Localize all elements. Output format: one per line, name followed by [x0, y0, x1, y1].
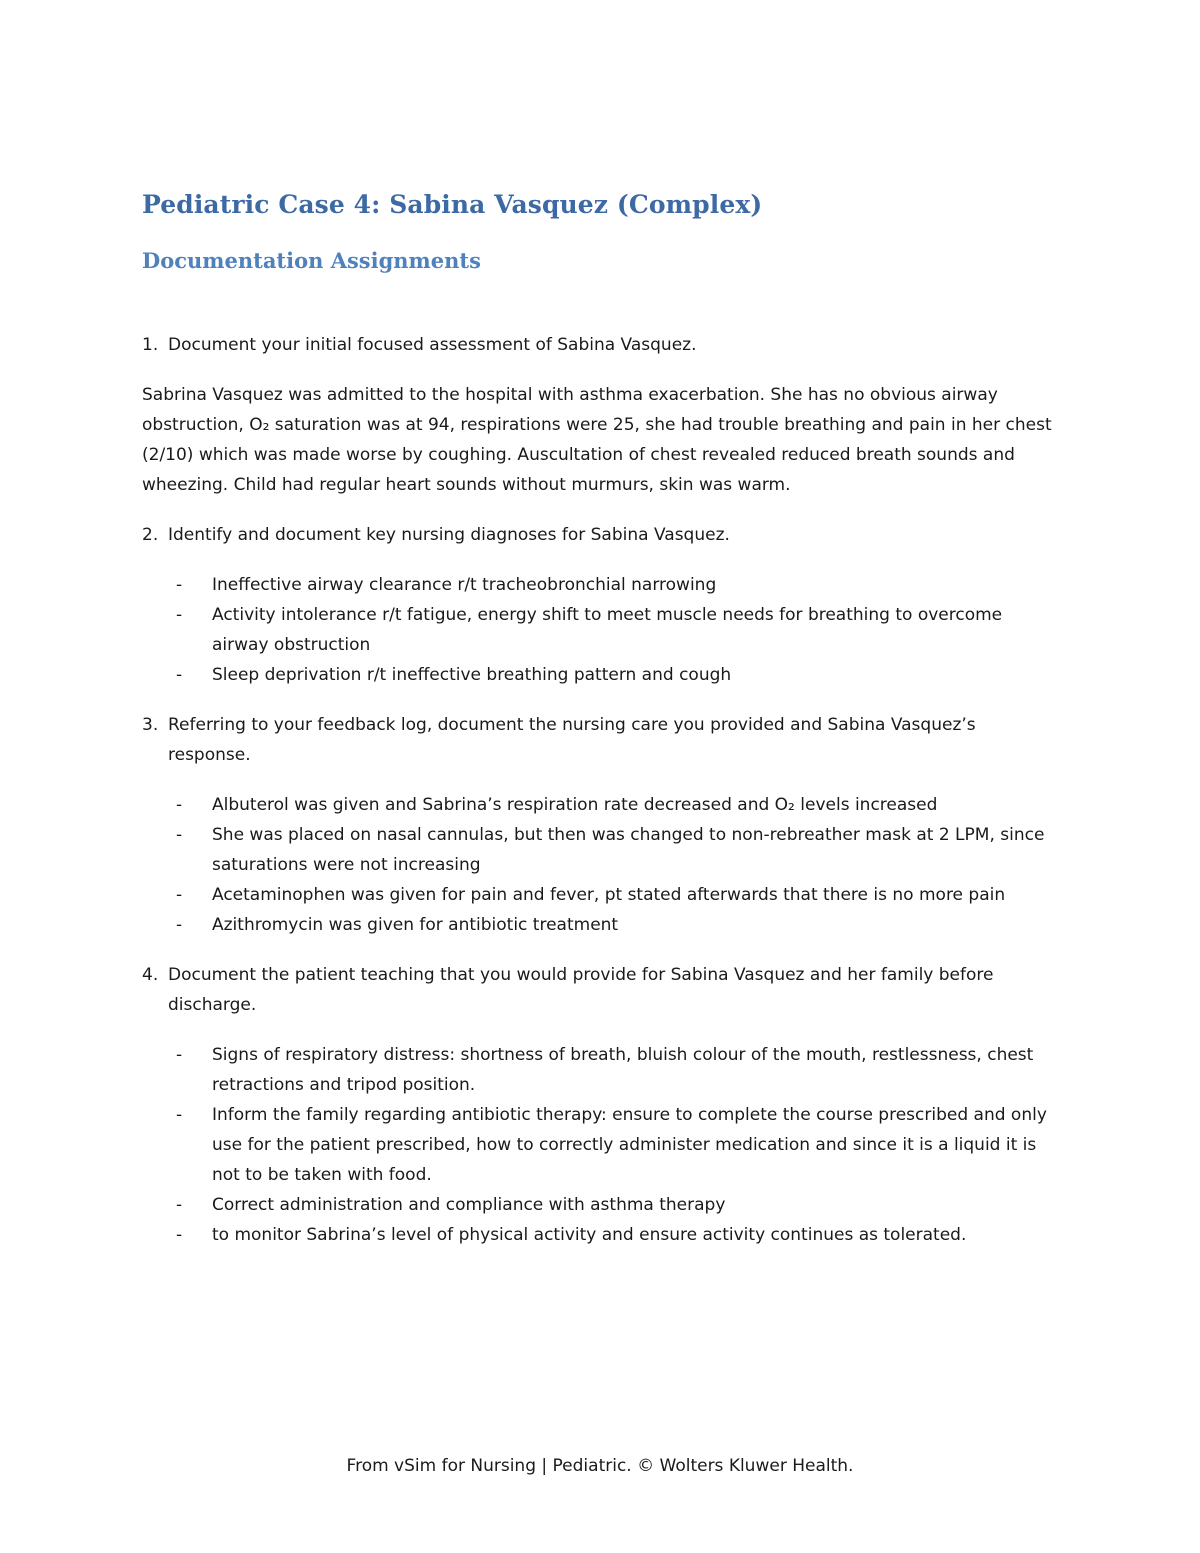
question-2: [142, 520, 1062, 550]
list-item: [142, 660, 1062, 690]
question-number: 4.: [142, 965, 159, 985]
page-footer: From vSim for Nursing | Pediatric. © Wolters Kluwer Health.: [346, 1456, 854, 1476]
list-item: [142, 1190, 1062, 1220]
list-item-text: She was placed on nasal cannulas, but then was changed to non-rebreather mask at 2 LPM, since saturations were not increasing: [212, 825, 1045, 875]
list-item-text: Activity intolerance r/t fatigue, energy shift to meet muscle needs for breathing to overcome airway obstruction: [212, 605, 1003, 655]
question-1: [142, 330, 1062, 360]
document-title: Pediatric Case 4: Sabina Vasquez (Complex): [142, 190, 763, 219]
dash-marker: -: [176, 825, 183, 845]
assessment-answer: Sabrina Vasquez was admitted to the hospital with asthma exacerbation. She has no obvious airway obstruction, O₂ saturation was at 94, respirations were 25, she had trouble breathing and pain in her chest (2/10) which was made worse by coughing. Auscultation of chest revealed reduced breath sounds and wheezing. Child had regular heart sounds without murmurs, skin was warm.: [142, 385, 1052, 495]
question-3: [142, 710, 1062, 770]
teaching-list: [142, 1040, 1062, 1250]
list-item: [142, 820, 1062, 880]
list-item: [142, 910, 1062, 940]
list-item: [142, 570, 1062, 600]
care-list: [142, 790, 1062, 940]
list-item-text: Signs of respiratory distress: shortness of breath, bluish colour of the mouth, restlessness, chest retractions and tripod position.: [212, 1045, 1034, 1095]
diagnoses-list: [142, 570, 1062, 690]
document-subtitle: Documentation Assignments: [142, 248, 481, 273]
list-item: [142, 790, 1062, 820]
list-item-text: Azithromycin was given for antibiotic treatment: [212, 915, 619, 935]
list-item-text: Correct administration and compliance with asthma therapy: [212, 1195, 726, 1215]
list-item-text: Inform the family regarding antibiotic therapy: ensure to complete the course prescribed and only use for the patient prescribed, how to correctly administer medication and since it is a liquid it is not to be taken with food.: [212, 1105, 1047, 1185]
list-item-text: Acetaminophen was given for pain and fever, pt stated afterwards that there is no more pain: [212, 885, 1006, 905]
dash-marker: -: [176, 1195, 183, 1215]
list-item-text: to monitor Sabrina’s level of physical activity and ensure activity continues as tolerated.: [212, 1225, 967, 1245]
question-prompt: Document your initial focused assessment of Sabina Vasquez.: [168, 335, 697, 355]
dash-marker: -: [176, 575, 183, 595]
list-item: [142, 1220, 1062, 1250]
dash-marker: -: [176, 795, 183, 815]
question-number: 2.: [142, 525, 159, 545]
dash-marker: -: [176, 665, 183, 685]
document-body: [142, 330, 1062, 1250]
dash-marker: -: [176, 885, 183, 905]
question-number: 3.: [142, 715, 159, 735]
list-item-text: Albuterol was given and Sabrina’s respiration rate decreased and O₂ levels increased: [212, 795, 938, 815]
question-prompt: Identify and document key nursing diagnoses for Sabina Vasquez.: [168, 525, 730, 545]
dash-marker: -: [176, 915, 183, 935]
question-number: 1.: [142, 335, 159, 355]
list-item-text: Ineffective airway clearance r/t tracheobronchial narrowing: [212, 575, 717, 595]
dash-marker: -: [176, 1105, 183, 1125]
list-item: [142, 880, 1062, 910]
question-4: [142, 960, 1062, 1020]
list-item-text: Sleep deprivation r/t ineffective breathing pattern and cough: [212, 665, 732, 685]
dash-marker: -: [176, 1045, 183, 1065]
question-prompt: Referring to your feedback log, document the nursing care you provided and Sabina Vasquez’s response.: [168, 715, 976, 765]
list-item: [142, 1040, 1062, 1100]
dash-marker: -: [176, 605, 183, 625]
list-item: [142, 600, 1062, 660]
list-item: [142, 1100, 1062, 1190]
dash-marker: -: [176, 1225, 183, 1245]
question-prompt: Document the patient teaching that you would provide for Sabina Vasquez and her family before discharge.: [168, 965, 994, 1015]
